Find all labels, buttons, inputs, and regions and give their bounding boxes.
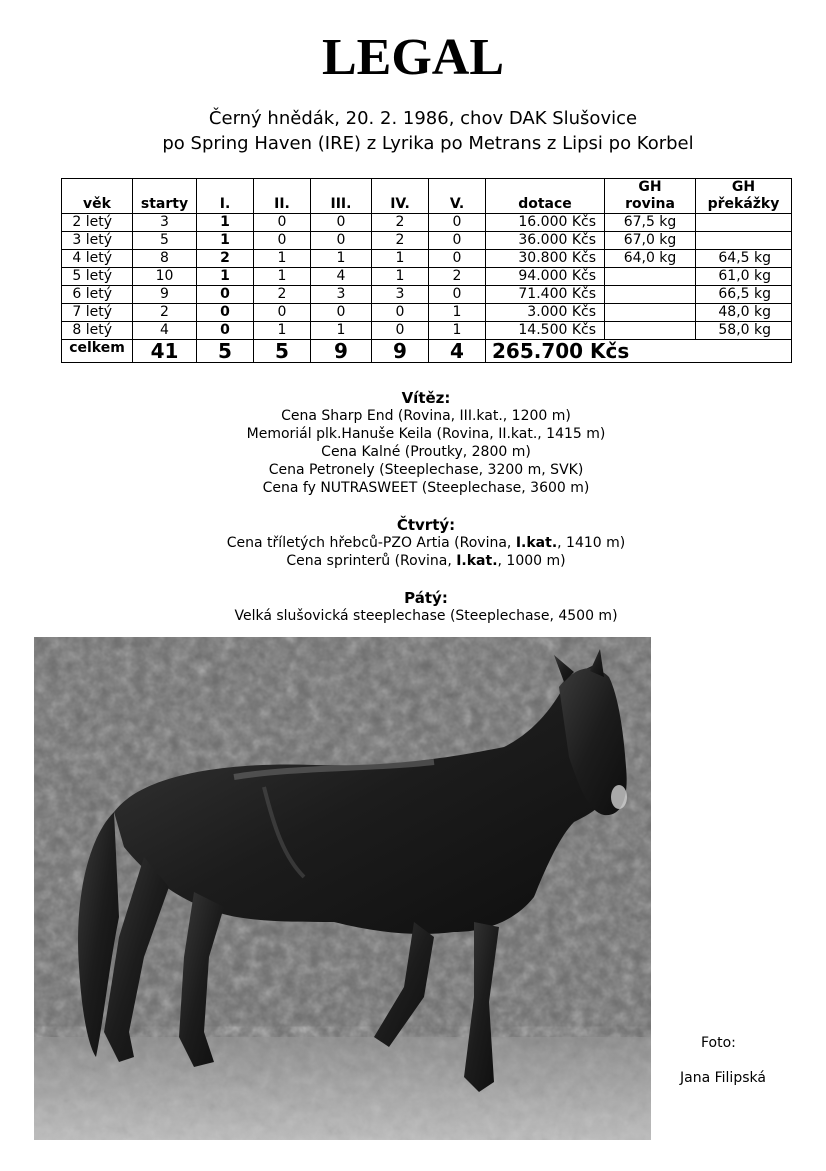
fourth-section bbox=[0, 516, 826, 570]
fifth-section bbox=[0, 589, 826, 625]
table-row: 6 letý 9 0 2 3 3 0 71.400 Kčs 66,5 kg bbox=[62, 286, 792, 304]
horse-name-title: LEGAL bbox=[321, 29, 505, 86]
pedigree-line: po Spring Haven (IRE) z Lyrika po Metrans z Lipsi po Korbel bbox=[162, 133, 694, 154]
col-place-5: V. bbox=[429, 179, 486, 214]
table-row: 3 letý 5 1 0 0 2 0 36.000 Kčs 67,0 kg bbox=[62, 232, 792, 250]
col-gh-jump: GH překážky bbox=[696, 179, 792, 214]
list-item: Cena Kalné (Proutky, 2800 m) bbox=[321, 444, 531, 460]
col-place-4: IV. bbox=[372, 179, 429, 214]
horse-description: Černý hnědák, 20. 2. 1986, chov DAK Slušovice bbox=[208, 108, 638, 129]
list-item: Memoriál plk.Hanuše Keila (Rovina, II.kat., 1415 m) bbox=[246, 426, 606, 442]
winner-heading: Vítěz: bbox=[401, 389, 451, 407]
list-item: Cena Petronely (Steeplechase, 3200 m, SVK) bbox=[268, 462, 584, 478]
table-total-row: celkem 41 5 5 9 9 4 265.700 Kčs bbox=[62, 340, 792, 363]
col-age: věk bbox=[62, 179, 133, 214]
list-item: Velká slušovická steeplechase (Steeplechase, 4500 m) bbox=[234, 608, 618, 624]
list-item: Cena Sharp End (Rovina, III.kat., 1200 m) bbox=[281, 408, 571, 424]
table-row: 4 letý 8 2 1 1 1 0 30.800 Kčs 64,0 kg 64,5 kg bbox=[62, 250, 792, 268]
table-row: 7 letý 2 0 0 0 0 1 3.000 Kčs 48,0 kg bbox=[62, 304, 792, 322]
fourth-heading: Čtvrtý: bbox=[396, 516, 456, 534]
col-earnings: dotace bbox=[486, 179, 605, 214]
list-item: Cena sprinterů (Rovina, I.kat., 1000 m) bbox=[286, 553, 566, 569]
fifth-heading: Pátý: bbox=[404, 589, 448, 607]
table-row: 5 letý 10 1 1 4 1 2 94.000 Kčs 61,0 kg bbox=[62, 268, 792, 286]
table-row: 8 letý 4 0 1 1 0 1 14.500 Kčs 58,0 kg bbox=[62, 322, 792, 340]
photo-credit-label: Foto: bbox=[701, 1035, 736, 1051]
table-header-row bbox=[62, 179, 792, 214]
col-place-2: II. bbox=[254, 179, 311, 214]
list-item: Cena tříletých hřebců-PZO Artia (Rovina, I.kat., 1410 m) bbox=[226, 535, 626, 551]
list-item: Cena fy NUTRASWEET (Steeplechase, 3600 m) bbox=[262, 480, 590, 496]
col-place-3: III. bbox=[311, 179, 372, 214]
photo-credit-name: Jana Filipská bbox=[680, 1070, 766, 1086]
horse-photo bbox=[34, 637, 651, 1140]
race-record-table bbox=[61, 178, 792, 363]
col-place-1: I. bbox=[197, 179, 254, 214]
col-gh-flat: GH rovina bbox=[605, 179, 696, 214]
winner-section bbox=[0, 389, 826, 497]
col-starts: starty bbox=[133, 179, 197, 214]
table-row: 2 letý 3 1 0 0 2 0 16.000 Kčs 67,5 kg bbox=[62, 214, 792, 232]
